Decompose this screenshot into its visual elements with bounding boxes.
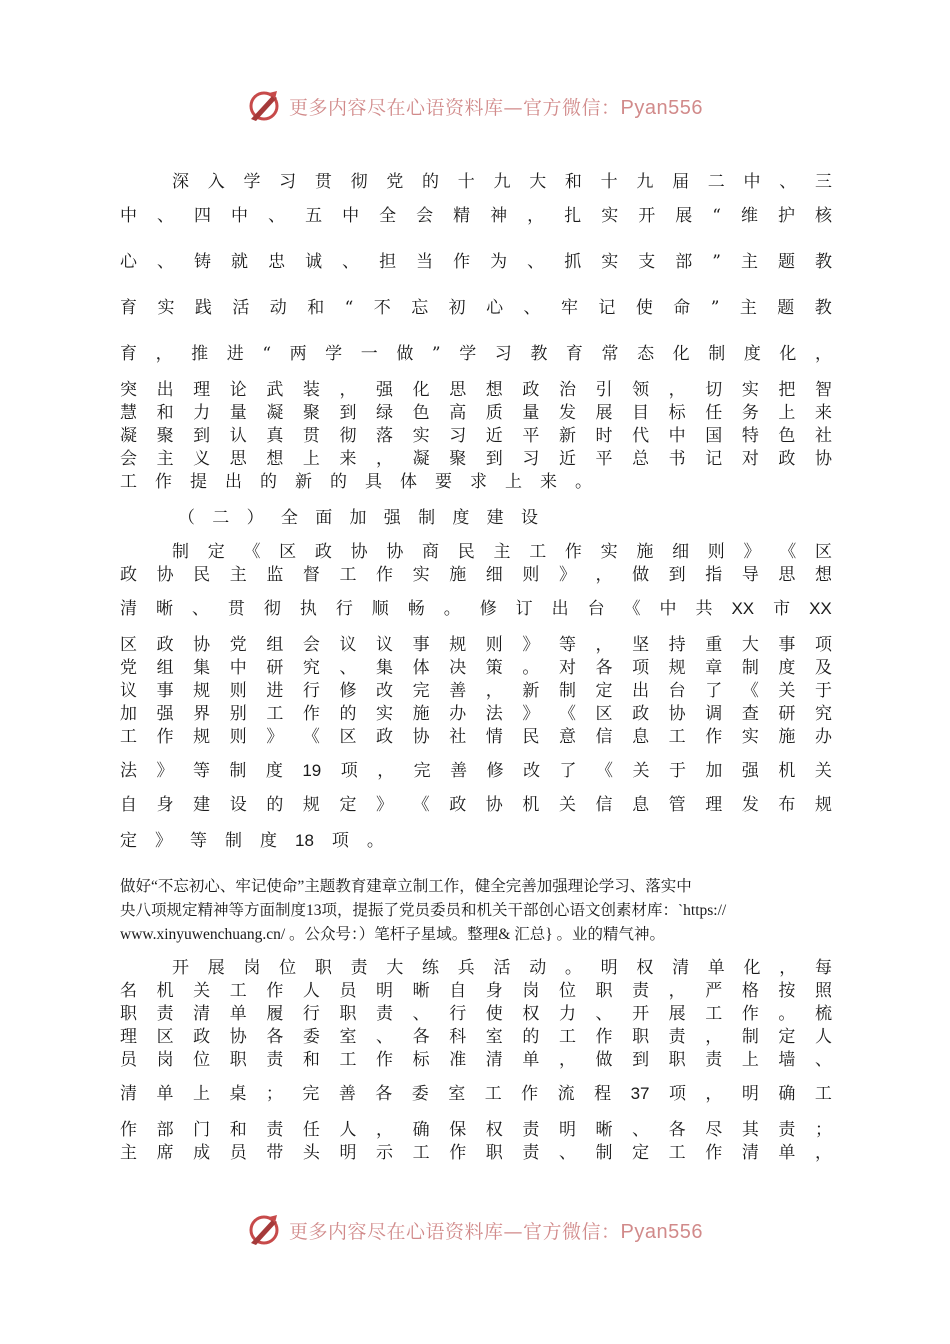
- text-line: 定 》 等 制 度 18 项 。: [120, 831, 384, 851]
- text-line: 议 事 规 则 进 行 修 改 完 善 ， 新 制 定 出 台 了 《 关 于: [120, 681, 832, 701]
- watermark-text: 更多内容尽在心语资料库—官方微信：Pyan556: [289, 1220, 703, 1243]
- text-line: 员 岗 位 职 责 和 工 作 标 准 清 单 ， 做 到 职 责 上 墙 、: [120, 1050, 832, 1070]
- text-line: 育 ， 推 进 “ 两 学 一 做 ” 学 习 教 育 常 态 化 制 度 化 ，: [120, 344, 832, 364]
- text-line: 名 机 关 工 作 人 员 明 晰 自 身 岗 位 职 责 ， 严 格 按 照: [120, 981, 832, 1001]
- text-line: 主 席 成 员 带 头 明 示 工 作 职 责 、 制 定 工 作 清 单 ，: [120, 1143, 832, 1163]
- text-line: 心 、 铸 就 忠 诚 、 担 当 作 为 、 抓 实 支 部 ” 主 题 教: [120, 252, 832, 272]
- text-line: （ 二 ） 全 面 加 强 制 度 建 设: [178, 508, 538, 528]
- text-line: 育 实 践 活 动 和 “ 不 忘 初 心 、 牢 记 使 命 ” 主 题 教: [120, 298, 832, 318]
- text-line: 慧 和 力 量 凝 聚 到 绿 色 高 质 量 发 展 目 标 任 务 上 来: [120, 403, 832, 423]
- plain-paragraph-line: 做好“不忘初心、牢记使命”主题教育建章立制工作，健全完善加强理论学习、落实中: [120, 878, 692, 895]
- text-line: 法 》 等 制 度 19 项 ， 完 善 修 改 了 《 关 于 加 强 机 关: [120, 761, 832, 781]
- footer-watermark: [0, 1208, 950, 1252]
- text-line: 工 作 规 则 》 《 区 政 协 社 情 民 意 信 息 工 作 实 施 办: [120, 727, 832, 747]
- text-line: 区 政 协 党 组 会 议 议 事 规 则 》 等 ， 坚 持 重 大 事 项: [120, 635, 832, 655]
- plain-paragraph-line: www.xinyuwenchuang.cn/ 。公众号：）笔杆子星域。整理& 汇总} 。业的精气神。: [120, 926, 666, 943]
- text-line: 制 定 《 区 政 协 协 商 民 主 工 作 实 施 细 则 》 《 区: [172, 542, 832, 562]
- text-line: 突 出 理 论 武 装 ， 强 化 思 想 政 治 引 领 ， 切 实 把 智: [120, 380, 832, 400]
- header-watermark: [0, 84, 950, 128]
- text-line: 政 协 民 主 监 督 工 作 实 施 细 则 》 ， 做 到 指 导 思 想: [120, 565, 832, 585]
- watermark-text: 更多内容尽在心语资料库—官方微信：Pyan556: [289, 96, 703, 119]
- plain-paragraph-line: 央八项规定精神等方面制度13项，提振了党员委员和机关干部创心语文创素材库：`https://: [120, 902, 727, 919]
- text-line: 职 责 清 单 履 行 职 责 、 行 使 权 力 、 开 展 工 作 。 梳: [120, 1004, 832, 1024]
- text-line: 清 晰 、 贯 彻 执 行 顺 畅 。 修 订 出 台 《 中 共 XX 市 XX: [120, 599, 832, 619]
- pen-logo-icon: [247, 89, 281, 123]
- text-line: 中 、 四 中 、 五 中 全 会 精 神 ， 扎 实 开 展 “ 维 护 核: [120, 206, 832, 226]
- text-line: 理 区 政 协 各 委 室 、 各 科 室 的 工 作 职 责 ， 制 定 人: [120, 1027, 832, 1047]
- text-line: 开 展 岗 位 职 责 大 练 兵 活 动 。 明 权 清 单 化 ， 每: [172, 958, 832, 978]
- text-line: 加 强 界 别 工 作 的 实 施 办 法 》 《 区 政 协 调 查 研 究: [120, 704, 832, 724]
- text-line: 深 入 学 习 贯 彻 党 的 十 九 大 和 十 九 届 二 中 、 三: [172, 172, 832, 192]
- text-line: 会 主 义 思 想 上 来 ， 凝 聚 到 习 近 平 总 书 记 对 政 协: [120, 449, 832, 469]
- text-line: 清 单 上 桌 ； 完 善 各 委 室 工 作 流 程 37 项 ， 明 确 工: [120, 1084, 832, 1104]
- text-line: 凝 聚 到 认 真 贯 彻 落 实 习 近 平 新 时 代 中 国 特 色 社: [120, 426, 832, 446]
- text-line: 工 作 提 出 的 新 的 具 体 要 求 上 来 。: [120, 472, 592, 492]
- text-line: 作 部 门 和 责 任 人 ， 确 保 权 责 明 晰 、 各 尽 其 责 ；: [120, 1120, 832, 1140]
- text-line: 自 身 建 设 的 规 定 》 《 政 协 机 关 信 息 管 理 发 布 规: [120, 795, 832, 815]
- pen-logo-icon: [247, 1213, 281, 1247]
- text-line: 党 组 集 中 研 究 、 集 体 决 策 。 对 各 项 规 章 制 度 及: [120, 658, 832, 678]
